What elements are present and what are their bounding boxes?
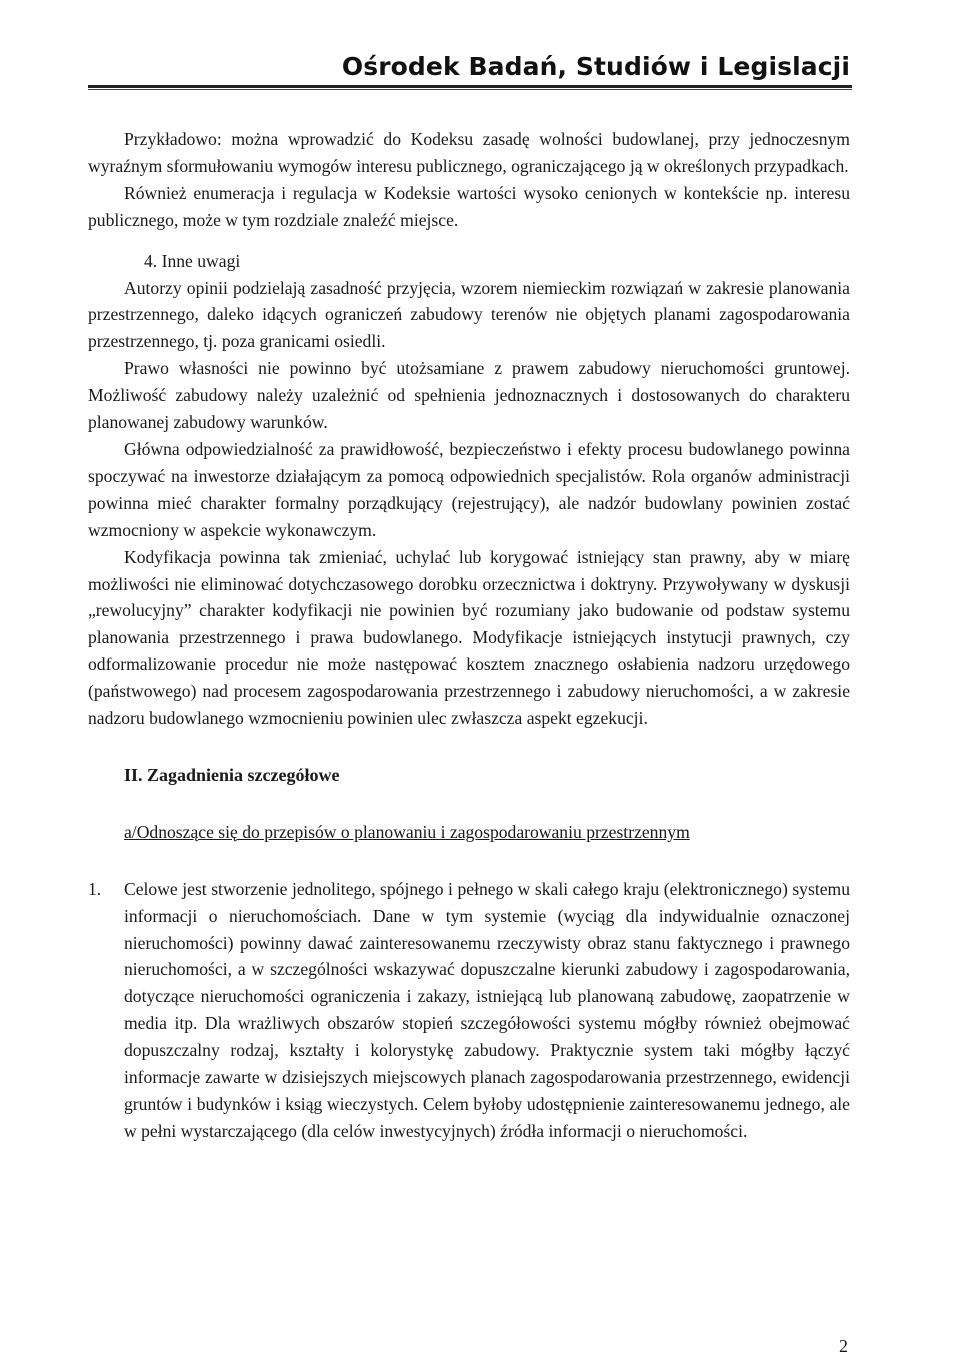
section-4-paragraph-1: Autorzy opinii podzielają zasadność przyjęcia, wzorem niemieckim rozwiązań w zakresie planowania przestrzennego, daleko idących ograniczeń zabudowy terenów nie objętych planami zagospodarowania przestrzennego, tj. poza granicami osiedli. <box>88 277 850 352</box>
spacer <box>88 234 850 248</box>
item-number: 1. <box>88 878 102 899</box>
header-rule <box>88 85 852 90</box>
spacer <box>88 789 850 819</box>
spacer <box>88 846 850 876</box>
section-2-title: II. Zagadnienia szczegółowe <box>124 764 340 785</box>
document-body <box>88 126 850 1145</box>
page-number: 2 <box>839 1336 848 1356</box>
section-4-paragraph-4: Kodyfikacja powinna tak zmieniać, uchylać lub korygować istniejący stan prawny, aby w miarę możliwości nie eliminować dotychczasowego dorobku orzecznictwa i doktryny. Przywoływany w dyskusji „rewolucyjny” charakter kodyfikacji nie powinien być rozumiany jako budowanie od podstaw systemu planowania przestrzennego i prawa budowlanego. Modyfikacje istniejących instytucji prawnych, czy odformalizowanie procedur nie może następować kosztem znacznego osłabienia nadzoru urzędowego (państwowego) nad procesem zagospodarowania przestrzennego i zabudowy nieruchomości, a w zakresie nadzoru budowlanego wzmocnieniu powinien ulec zwłaszcza aspekt egzekucji. <box>88 546 850 729</box>
section-4-heading: 4. Inne uwagi <box>144 250 241 271</box>
section-4-paragraph-2: Prawo własności nie powinno być utożsamiane z prawem zabudowy nieruchomości gruntowej. Możliwość zabudowy należy uzależnić od spełnienia jednoznacznych i dostosowanych do charakteru planowanej zabudowy warunków. <box>88 358 850 433</box>
spacer <box>88 732 850 762</box>
section-4-paragraph-3: Główna odpowiedzialność za prawidłowość, bezpieczeństwo i efekty procesu budowlanego powinna spoczywać na inwestorze działającym za pomocą odpowiednich specjalistów. Rola organów administracji powinna mieć charakter formalny porządkujący (rejestrujący), ale nadzór budowlany powinien zostać wzmocniony w aspekcie wykonawczym. <box>88 438 850 540</box>
item-text: Celowe jest stworzenie jednolitego, spójnego i pełnego w skali całego kraju (elektronicznego) systemu informacji o nieruchomościach. Dane w tym systemie (wyciąg dla indywidualnie oznaczonej nieruchomości) powinny dawać zainteresowanemu rzeczywisty obraz stanu faktycznego i prawnego nieruchomości, a w szczególności wskazywać dopuszczalne kierunki zabudowy i zagospodarowania, dotyczące nieruchomości ograniczenia i zakazy, istniejącą lub planowaną zabudowę, zaopatrzenie w media itp. Dla wrażliwych obszarów stopień szczegółowości systemu mógłby również obejmować dopuszczalny rodzaj, kształty i kolorystykę zabudowy. Praktycznie system taki mógłby łączyć informacje zawarte w dzisiejszych miejscowych planach zagospodarowania przestrzennego, ewidencji gruntów i budynków i ksiąg wieczystych. Celem byłoby udostępnienie zainteresowanemu jednego, ale w pełni wystarczającego (dla celów inwestycyjnych) źródła informacji o nieruchomości. <box>124 878 850 1141</box>
header-title: Ośrodek Badań, Studiów i Legislacji <box>341 52 850 81</box>
intro-paragraph-1: Przykładowo: można wprowadzić do Kodeksu zasadę wolności budowlanej, przy jednoczesnym wyraźnym sformułowaniu wymogów interesu publicznego, ograniczającego ją w określonych przypadkach. <box>88 129 850 176</box>
page-header <box>88 52 852 90</box>
intro-paragraph-2: Również enumeracja i regulacja w Kodeksie wartości wysoko cenionych w kontekście np. interesu publicznego, może w tym rozdziale znaleźć miejsce. <box>88 182 850 230</box>
numbered-item <box>88 876 850 1145</box>
section-2-subtitle: a/Odnoszące się do przepisów o planowaniu i zagospodarowaniu przestrzennym <box>124 821 690 842</box>
